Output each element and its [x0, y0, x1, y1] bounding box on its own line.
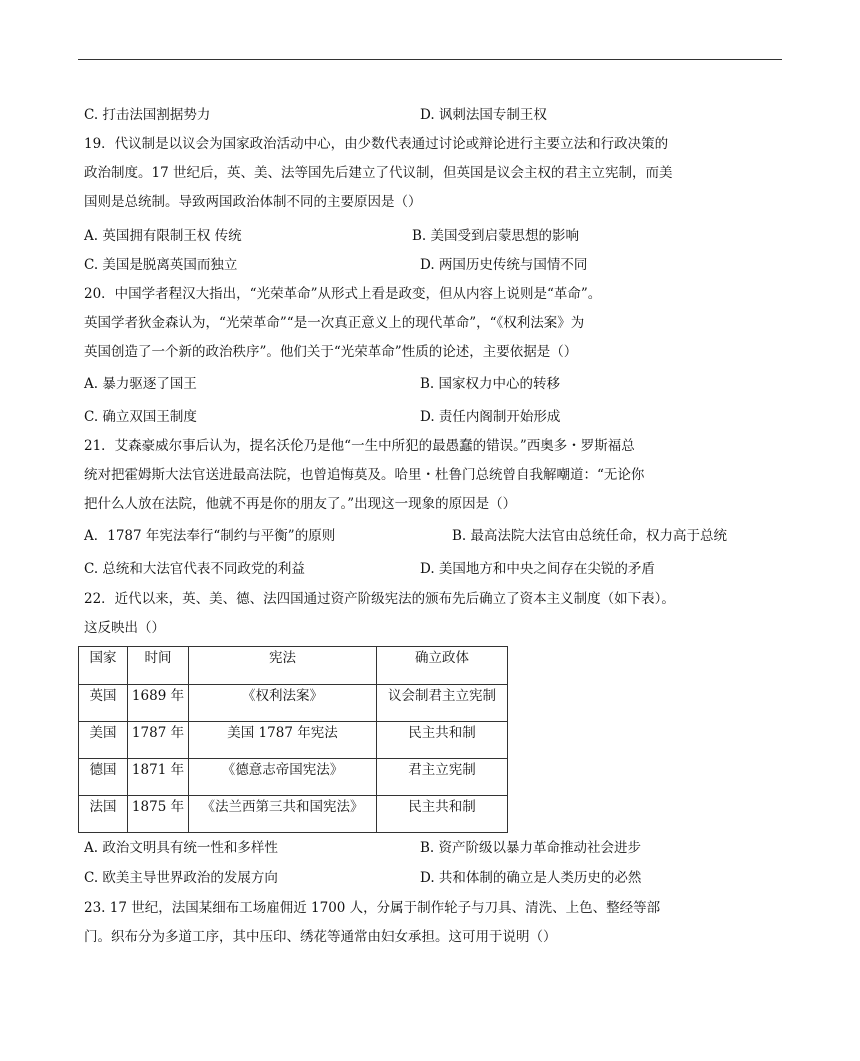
q20-option-b: B. 国家权力中心的转移	[420, 376, 561, 392]
q23-stem-line-2: 门。织布分为多道工序，其中压印、绣花等通常由妇女承担。这可用于说明（）	[84, 929, 557, 945]
q21-stem-line-2: 统对把霍姆斯大法官送进最高法院，也曾追悔莫及。哈里・杜鲁门总统曾自我解嘲道：“无论你	[84, 467, 645, 483]
q21-option-a: A．1787 年宪法奉行“制约与平衡”的原则	[84, 528, 336, 544]
table-row	[79, 685, 508, 722]
q19-option-b: B. 美国受到启蒙思想的影响	[412, 228, 580, 244]
q20-stem-line-3: 英国创造了一个新的政治秩序”。他们关于“光荣革命”性质的论述，主要依据是（）	[84, 344, 578, 360]
q20-option-a: A. 暴力驱逐了国王	[84, 376, 197, 392]
table-row	[79, 722, 508, 759]
table-cell: 美国	[79, 722, 128, 759]
header-rule	[78, 59, 782, 60]
table-cell: 1689 年	[128, 685, 189, 722]
table-cell: 君主立宪制	[377, 759, 508, 796]
q21-stem-line-1: 21．艾森豪威尔事后认为，提名沃伦乃是他“一生中所犯的最愚蠢的错误。”西奥多・罗斯福总	[84, 438, 635, 454]
table-cell: 民主共和制	[377, 796, 508, 833]
q21-option-c: C. 总统和大法官代表不同政党的利益	[84, 561, 305, 577]
q18-option-c: C. 打击法国割据势力	[84, 107, 211, 123]
table-header-cell: 宪法	[189, 647, 377, 685]
table-cell: 1871 年	[128, 759, 189, 796]
table-cell: 议会制君主立宪制	[377, 685, 508, 722]
q22-option-c: C. 欧美主导世界政治的发展方向	[84, 870, 278, 886]
table-cell: 民主共和制	[377, 722, 508, 759]
table-cell: 《法兰西第三共和国宪法》	[189, 796, 377, 833]
q22-option-d: D. 共和体制的确立是人类历史的必然	[420, 870, 642, 886]
q22-option-b: B. 资产阶级以暴力革命推动社会进步	[420, 840, 642, 856]
table-row	[79, 759, 508, 796]
table-cell: 德国	[79, 759, 128, 796]
table-cell: 《德意志帝国宪法》	[189, 759, 377, 796]
q19-stem-line-1: 19．代议制是以议会为国家政治活动中心，由少数代表通过讨论或辩论进行主要立法和行政决策的	[84, 136, 669, 152]
q21-option-b: B. 最高法院大法官由总统任命，权力高于总统	[452, 528, 728, 544]
q19-stem-line-3: 国则是总统制。导致两国政治体制不同的主要原因是（）	[84, 194, 422, 210]
q22-option-a: A. 政治文明具有统一性和多样性	[84, 840, 278, 856]
q23-stem-line-1: 23. 17 世纪，法国某细布工场雇佣近 1700 人，分属于制作轮子与刀具、清洗、上色、整经等部	[84, 900, 661, 916]
constitution-table	[78, 646, 508, 833]
q21-stem-line-3: 把什么人放在法院，他就不再是你的朋友了。”出现这一现象的原因是（）	[84, 496, 517, 512]
table-header-cell: 时间	[128, 647, 189, 685]
table-cell: 美国 1787 年宪法	[189, 722, 377, 759]
q20-stem-line-1: 20．中国学者程汉大指出，“光荣革命”从形式上看是政变，但从内容上说则是“革命”。	[84, 286, 602, 302]
q22-stem-line-2: 这反映出（）	[84, 620, 165, 636]
q19-option-c: C. 美国是脱离英国而独立	[84, 257, 238, 273]
q20-option-d: D. 责任内阁制开始形成	[420, 409, 561, 425]
q19-option-a: A. 英国拥有限制王权 传统	[84, 228, 242, 244]
q20-stem-line-2: 英国学者狄金森认为，“光荣革命”“是一次真正意义上的现代革命”，“《权利法案》为	[84, 315, 585, 331]
table-cell: 《权利法案》	[189, 685, 377, 722]
table-header-cell: 国家	[79, 647, 128, 685]
table-header-row	[79, 647, 508, 685]
table-row	[79, 796, 508, 833]
q21-option-d: D. 美国地方和中央之间存在尖锐的矛盾	[420, 561, 655, 577]
table-cell: 1787 年	[128, 722, 189, 759]
table-header-cell: 确立政体	[377, 647, 508, 685]
q20-option-c: C. 确立双国王制度	[84, 409, 197, 425]
q18-option-d: D. 讽刺法国专制王权	[420, 107, 547, 123]
q19-option-d: D. 两国历史传统与国情不同	[420, 257, 588, 273]
q22-stem-line-1: 22．近代以来，英、美、德、法四国通过资产阶级宪法的颁布先后确立了资本主义制度（如下表）。	[84, 591, 675, 607]
table-cell: 1875 年	[128, 796, 189, 833]
q19-stem-line-2: 政治制度。17 世纪后，英、美、法等国先后建立了代议制，但英国是议会主权的君主立宪制，而美	[84, 165, 673, 181]
table-cell: 法国	[79, 796, 128, 833]
table-cell: 英国	[79, 685, 128, 722]
